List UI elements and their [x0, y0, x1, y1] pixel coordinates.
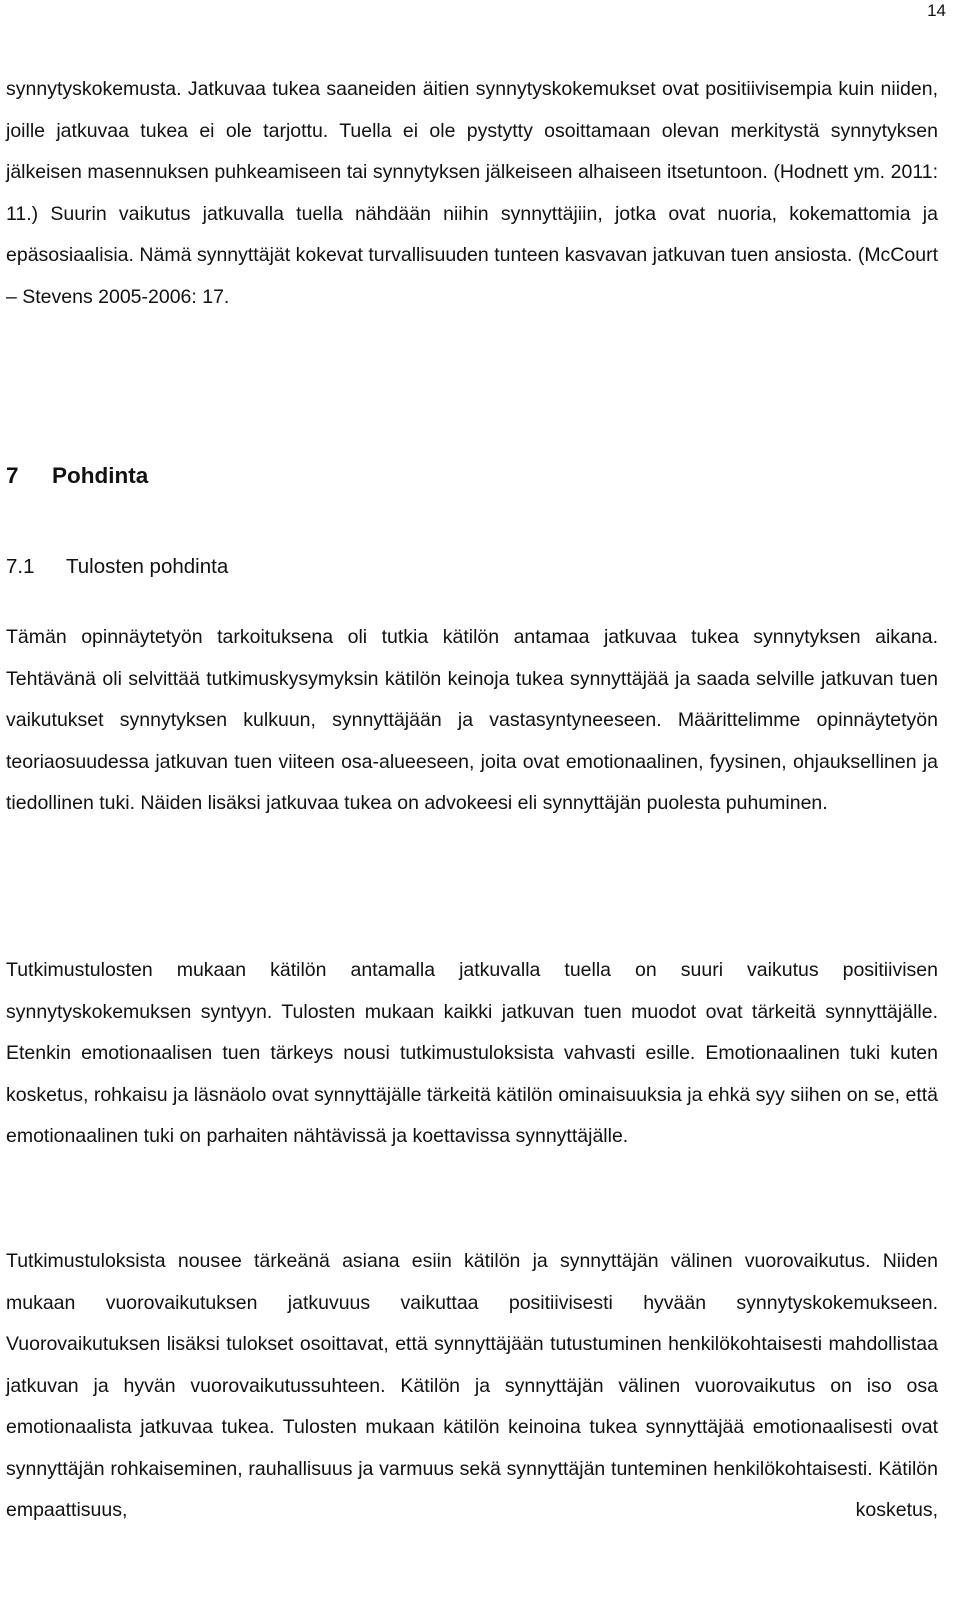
paragraph-block-3	[6, 1241, 938, 1532]
paragraph: Tutkimustuloksista nousee tärkeänä asiana esiin kätilön ja synnyttäjän välinen vuorovaikutus. Niiden mukaan vuorovaikutuksen jatkuvuus vaikuttaa positiivisesti hyvään synnytyskokemukseen. Vuorovaikutuksen lisäksi tulokset osoittavat, että synnyttäjään tutustuminen henkilökohtaisesti mahdollistaa jatkuvan ja hyvän vuorovaikutussuhteen. Kätilön ja synnyttäjän välinen vuorovaikutus on iso osa emotionaalista jatkuvaa tukea. Tulosten mukaan kätilön keinoina tukea synnyttäjää emotionaalisesti ovat synnyttäjän rohkaiseminen, rauhallisuus ja varmuus sekä synnyttäjän tunteminen henkilökohtaisesti. Kätilön empaattisuus, kosketus,	[6, 1250, 938, 1521]
page-number: 14	[927, 1, 946, 20]
paragraph: Tutkimustulosten mukaan kätilön antamalla jatkuvalla tuella on suuri vaikutus positiivisen synnytyskokemuksen syntyyn. Tulosten mukaan kaikki jatkuvan tuen muodot ovat tärkeitä synnyttäjälle. Etenkin emotionaalisen tuen tärkeys nousi tutkimustuloksista vahvasti esille. Emotionaalinen tuki kuten kosketus, rohkaisu ja läsnäolo ovat synnyttäjälle tärkeitä kätilön ominaisuuksia ja ehkä syy siihen on se, että emotionaalinen tuki on parhaiten nähtävissä ja koettavissa synnyttäjälle.	[6, 959, 938, 1147]
paragraph-block-1	[6, 617, 938, 825]
paragraph: synnytyskokemusta. Jatkuvaa tukea saaneiden äitien synnytyskokemukset ovat positiivisempia kuin niiden, joille jatkuvaa tukea ei ole tarjottu. Tuella ei ole pystytty osoittamaan olevan merkitystä synnytyksen jälkeisen masennuksen puhkeamiseen tai synnytyksen jälkeiseen alhaiseen itsetuntoon. (Hodnett ym. 2011: 11.) Suurin vaikutus jatkuvalla tuella nähdään niihin synnyttäjiin, jotka ovat nuoria, kokemattomia ja epäsosiaalisia. Nämä synnyttäjät kokevat turvallisuuden tunteen kasvavan jatkuvan tuen ansiosta. (McCourt – Stevens 2005-2006: 17.	[6, 78, 938, 308]
heading-section-title: Tulosten pohdinta	[66, 555, 229, 578]
paragraph-block-2	[6, 950, 938, 1158]
heading-chapter-title: Pohdinta	[52, 463, 149, 488]
heading-section-number: 7.1	[6, 555, 35, 578]
heading-chapter	[6, 461, 148, 491]
paragraph: Tämän opinnäytetyön tarkoituksena oli tutkia kätilön antamaa jatkuvaa tukea synnytyksen aikana. Tehtävänä oli selvittää tutkimuskysymyksin kätilön keinoja tukea synnyttäjää ja saada selville jatkuvan tuen vaikutukset synnytyksen kulkuun, synnyttäjään ja vastasyntyneeseen. Määrittelimme opinnäytetyön teoriaosuudessa jatkuvan tuen viiteen osa-alueeseen, joita ovat emotionaalinen, fyysinen, ohjauksellinen ja tiedollinen tuki. Näiden lisäksi jatkuvaa tukea on advokeesi eli synnyttäjän puolesta puhuminen.	[6, 626, 938, 814]
heading-section	[6, 552, 228, 582]
heading-chapter-number: 7	[6, 463, 19, 488]
paragraph-intro-block	[6, 69, 938, 318]
